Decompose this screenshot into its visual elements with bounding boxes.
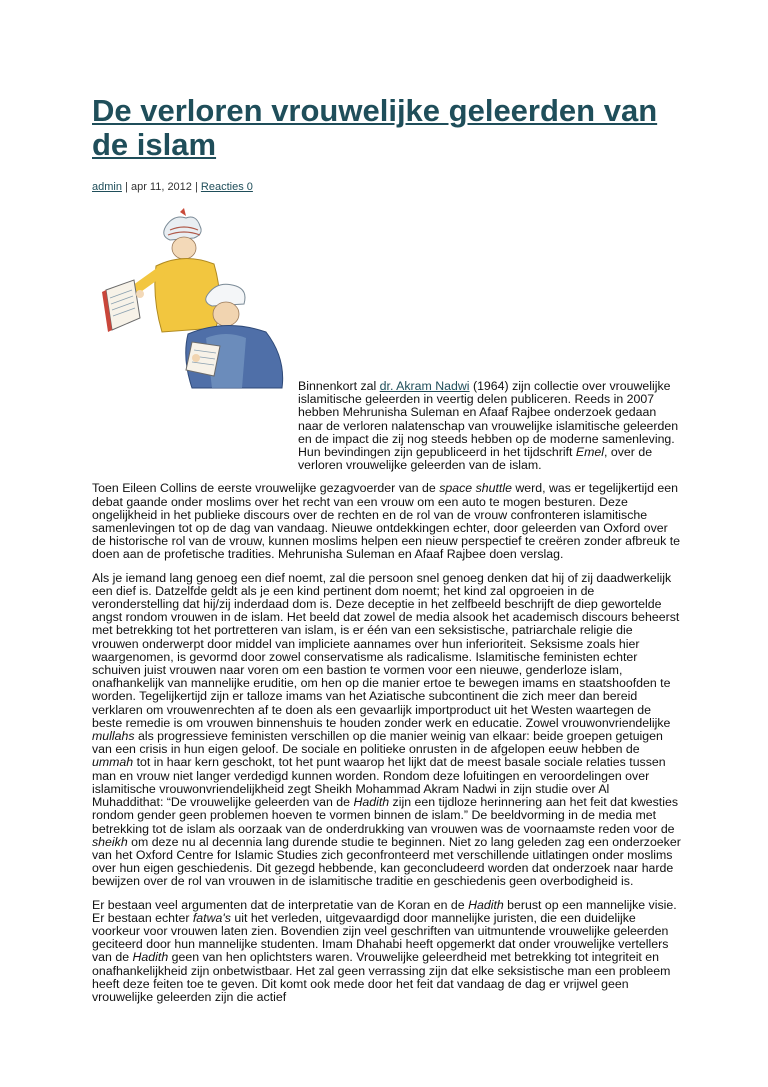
paragraph: Er bestaan veel argumenten dat de interpretatie van de Koran en de Hadith berust op een mannelijke visie. Er bestaan echter fatwa's uit het verleden, uitgevaardigd door mannelijke juristen, die een duidelijke voorkeur voor vrouwen laten zien. Bovendien zijn veel geschriften van uitmuntende vrouwelijke geleerden geciteerd door hun mannelijke studenten. Imam Dhahabi heeft opgemerkt dat onder vrouwelijke vertellers van de Hadith geen van hen oplichtsters waren. Vrouwelijke geleerdheid met betrekking tot integriteit en onafhankelijkheid zijn onbetwistbaar. Het zal geen verrassing zijn dat elke seksistische man een probleem heeft deze feiten toe te geven. Dit komt ook mede door het feit dat vandaag de dag er vrijwel geen vrouwelijke geleerden zijn die actief [92,897,677,1004]
post-date: apr 11, 2012 [130,181,192,193]
paragraph: Toen Eileen Collins de eerste vrouwelijke gezagvoerder van de space shuttle werd, was er tegelijkertijd een debat gaande onder moslims over het recht van een vrouw om een auto te mogen besturen. Deze ongelijkheid in het publieke discours over de rechten en de rol van de vrouw confronteren islamitische samenlevingen tot op de dag van vandaag. Nieuwe ontdekkingen echter, door geleerden van Oxford over de historische rol van de vrouw, kunnen moslims helpen een nieuw perspectief te creëren zonder afbreuk te doen aan de profetische tradities. Mehrunisha Suleman en Afaaf Rajbee doen verslag. [92,481,681,562]
author-link[interactable]: admin [92,181,122,193]
meta-separator: | [121,181,131,193]
comments-link[interactable]: Reacties 0 [200,181,253,193]
article-meta [92,180,253,194]
meta-separator: | [191,181,201,193]
paragraph: Binnenkort zal dr. Akram Nadwi (1964) zijn collectie over vrouwelijke islamitische geleerden in veertig delen publiceren. Reeds in 2007 hebben Mehrunisha Suleman en Afaaf Rajbee onderzoek gedaan naar de verloren nalatenschap van vrouwelijke islamitische geleerden en de impact die zij nog steeds hebben op de moderne samenleving. Hun bevindingen zijn gepubliceerd in het tijdschrift Emel, over de verloren vrouwelijke geleerden van de islam. [298,379,679,473]
two-scholars-reading-illustration [96,208,296,390]
author-name-link[interactable]: dr. Akram Nadwi [379,379,470,393]
article-title[interactable]: De verloren vrouwelijke geleerden van de islam [92,93,658,162]
paragraph: Als je iemand lang genoeg een dief noemt, zal die persoon snel genoeg denken dat hij of zij daadwerkelijk een dief is. Datzelfde geldt als je een kind pertinent dom noemt; het kind zal opgroeien in de veronderstelling dat hij/zij inderdaad dom is. Deze deceptie in het zelfbeeld beschrijft de diep gewortelde angst rondom vrouwen in de islam. Het beeld dat zowel de media alsook het academisch discours beheerst met betrekking tot het portretteren van islam, is er één van een seksistische, patriarchale religie die vrouwen onderwerpt door middel van impliciete aannames over hun inferioriteit. Seksisme zoals hier waargenomen, is gevormd door zowel conservatisme als radicalisme. Islamitische feministen echter schuiven juist vrouwen naar voren om een bastion te vormen voor een nieuwe, genderloze islam, onafhankelijk van mannelijke eruditie, om hen op die manier ertoe te bewegen imams en staatshoofden te worden. Tegelijkertijd zijn er talloze imams van het Aziatische subcontinent die zich meer dan bereid verklaren om vrouwenrechten af te doen als een gevaarlijk importproduct uit het Westen waartegen de beste remedie is om vrouwen binnenshuis te houden zonder werk en educatie. Zowel vrouwonvriendelijke mullahs als progressieve feministen verschillen op die manier weinig van elkaar: beide groepen getuigen van een crisis in hun eigen geloof. De sociale en politieke onrusten in de afgelopen eeuw hebben de ummah tot in haar kern geschokt, tot het punt waarop het lijkt dat de meest basale sociale relaties tussen man en vrouw niet langer verdedigd kunnen worden. Rondom deze lofuitingen en veroordelingen over islamitische vrouwonvriendelijkheid zegt Sheikh Mohammad Akram Nadwi in zijn studie over Al Muhaddithat: “De vrouwelijke geleerden van de Hadith zijn een tijdloze herinnering aan het feit dat kwesties rondom gender geen problemen hoeven te vormen binnen de islam.” De beeldvorming in de media met betrekking tot de islam als oorzaak van de onderdrukking van vrouwen was de voornaamste reden voor de sheikh om deze nu al decennia lang durende studie te beginnen. Niet zo lang geleden zag een onderzoeker van het Oxford Centre for Islamic Studies zich geconfronteerd met verschillende uitlatingen onder moslims over hun eigen geschiedenis. Dit gezegd hebbende, kan geconcludeerd worden dat onderzoek naar harde bewijzen over de rol van vrouwen in de islamitische traditie en geschiedenis geen overbodigheid is. [92,570,681,889]
article-body [92,380,682,1014]
